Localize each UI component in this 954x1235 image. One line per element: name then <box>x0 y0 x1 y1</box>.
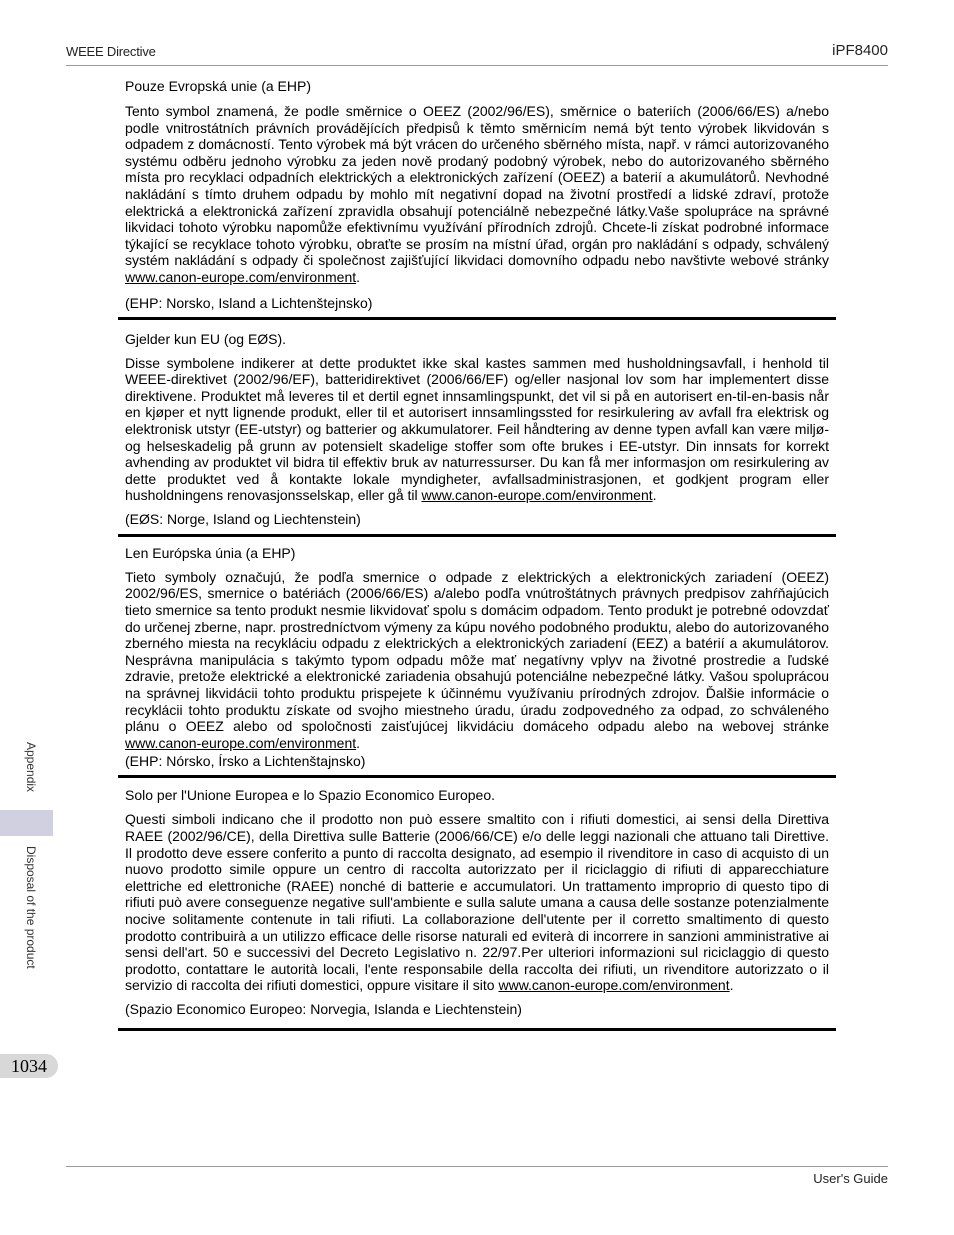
header-divider <box>66 65 888 66</box>
footer-guide-title: User's Guide <box>813 1171 888 1186</box>
notice-body-text: Questi simboli indicano che il prodotto non può essere smaltito con i rifiuti domestici, ai sensi della Direttiva RAEE (2002/96/CE), della Direttiva sulle Batterie (2006/66/CE) e/o delle leggi nazionali che attuano tali Direttive. Il prodotto deve essere conferito a punto di raccolta designato, ad esempio il rivenditore in caso di acquisto di un nuovo prodotto simile oppure un centro di raccolta autorizzato per il riciclaggio di rifiuti di apparecchiature elettriche ed elettroniche (RAEE) nonché di batterie e accumulatori. Un trattamento improprio di questo tipo di rifiuti può avere conseguenze negative sull'ambiente e sulla salute umana a causa delle sostanze potenzialmente nocive solitamente contenute in tali rifiuti. La collaborazione dell'utente per il corretto smaltimento di questo prodotto contribuirà a un utilizzo efficace delle risorse naturali ed eviterà di incorrere in sanzioni amministrative ai sensi dell'art. 50 e successivi del Decreto Legislativo n. 22/97.Per ulteriori informazioni sul riciclaggio di questo prodotto, contattare le autorità locali, l'ente responsabile della raccolta dei rifiuti, un rivenditore autorizzato o il servizio di raccolta dei rifiuti domestici, oppure visitare il sito <box>125 811 829 994</box>
notice-heading: Len Európska únia (a EHP) <box>125 544 296 561</box>
footer-divider <box>66 1166 888 1167</box>
side-tab-appendix[interactable]: Appendix <box>24 742 38 793</box>
notice-body-text: Tieto symboly označujú, že podľa smernice o odpade z elektrických a elektronických zariadení (OEEZ) 2002/96/ES, smernice o batériách (2006/66/ES) a/alebo podľa vnútroštátnych právnych predpisov zahŕňajúcich tieto smernice sa tento produkt nesmie likvidovať spolu s domácim odpadom. Tento produkt je potrebné odovzdať do určenej zberne, napr. prostredníctvom výmeny za kúpu nového podobného produktu, alebo do autorizovaného zberného miesta na recykláciu odpadu z elektrických a elektronických zariadení (EEZ) a batérií a akumulátorov. Nesprávna manipulácia s takýmto typom odpadu môže mať negatívny vplyv na životné prostredie a ľudské zdravie, pretože elektrické a elektronické zariadenia obsahujú potenciálne nebezpečné látky. Vašou spoluprácou na správnej likvidácii tohto produktu prispejete k účinnému využívaniu prírodných zdrojov. Ďalšie informácie o recyklácii tohto produktu získate od svojho miestneho úradu, úradu zodpovedného za odpad, zo schváleného plánu o OEEZ alebo od spoločnosti zaisťujúcej likvidáciu domáceho odpadu alebo na webovej stránke <box>125 568 829 735</box>
notice-body-text: Tento symbol znamená, že podle směrnice o OEEZ (2002/96/ES), směrnice o bateriích (2006/66/ES) a/nebo podle vnitrostátních právních provádějících předpisů k těmto směrnicím nemá být tento výrobek likvidován s odpadem z domácností. Tento výrobek má být vrácen do určeného sběrného místa, např. v rámci autorizovaného systému odběru jednoho výrobku za jeden nově prodaný podobný výrobek, nebo do autorizovaného sběrného místa pro recyklaci odpadních elektrických a elektronických zařízení (OEEZ) a baterií a akumulátorů. Nevhodné nakládání s tímto druhem odpadu by mohlo mít negativní dopad na životní prostředí a lidské zdraví, protože elektrická a elektronická zařízení zpravidla obsahují potenciálně nebezpečné látky.Vaše spolupráce na správné likvidaci tohoto výrobku napomůže efektivnímu využívání přírodních zdrojů. Chcete-li získat podrobné informace týkající se recyklace tohoto výrobku, obraťte se prosím na místní úřad, orgán pro nakládání s odpady, schválený systém nakládání s odpady či společnost zajišťující likvidaci domovního odpadu nebo navštivte webové stránky <box>125 103 829 269</box>
notice-scope: (EHP: Nórsko, Írsko a Lichtenštajnsko) <box>125 753 366 770</box>
section-divider <box>118 317 836 320</box>
side-tab-section[interactable]: Disposal of the product <box>24 846 38 969</box>
environment-link[interactable]: www.canon-europe.com/environment <box>421 487 653 504</box>
notice-italian <box>118 787 836 1017</box>
page-number: 1034 <box>0 1054 58 1078</box>
notice-scope: (Spazio Economico Europeo: Norvegia, Islanda e Liechtenstein) <box>125 1000 522 1017</box>
notice-heading: Solo per l'Unione Europea e lo Spazio Economico Europeo. <box>125 787 496 804</box>
environment-link[interactable]: www.canon-europe.com/environment <box>498 977 730 994</box>
notice-heading: Gjelder kun EU (og EØS). <box>125 330 287 347</box>
running-header-chapter: WEEE Directive <box>66 44 156 59</box>
notice-body <box>125 569 829 752</box>
notice-body-end: . <box>356 268 361 285</box>
section-divider <box>118 1028 836 1031</box>
running-header-product: iPF8400 <box>832 42 888 59</box>
notice-heading: Pouze Evropská unie (a EHP) <box>125 78 311 94</box>
notice-scope: (EHP: Norsko, Island a Lichtenštejnsko) <box>125 294 373 311</box>
notice-body-end: . <box>729 977 734 994</box>
environment-link[interactable]: www.canon-europe.com/environment <box>125 734 357 751</box>
notice-czech <box>118 78 836 311</box>
weee-notices <box>118 76 836 1031</box>
notice-body-end: . <box>356 734 361 751</box>
side-tab-marker <box>0 810 53 836</box>
environment-link[interactable]: www.canon-europe.com/environment <box>125 268 357 285</box>
section-divider <box>118 775 836 778</box>
notice-body <box>125 103 829 286</box>
notice-slovak <box>118 545 836 770</box>
notice-body <box>125 811 829 994</box>
notice-body-text: Disse symbolene indikerer at dette produktet ikke skal kastes sammen med husholdningsavfall, i henhold til WEEE-direktivet (2002/96/EF), batteridirektivet (2006/66/EF) og/eller nasjonal lov som har implementert disse direktivene. Produktet må leveres til et dertil egnet innsamlingspunkt, det vil si på en autorisert en-til-en-basis når en kjøper et nytt lignende produkt, eller til et autorisert innsamlingssted for resirkulering av avfall fra elektrisk og elektronisk utstyr (EE-utstyr) og batterier og akkumulatorer. Feil håndtering av denne typen avfall kan være miljø- og helseskadelig på grunn av potensielt skadelige stoffer som ofte brukes i EE-utstyr. Din innsats for korrekt avhending av produktet vil bidra til effektiv bruk av naturressurser. Du kan få mer informasjon om resirkulering av dette produktet ved å kontakte lokale myndigheter, avfallsadministrasjonen, et godkjent program eller husholdningens renovasjonsselskap, eller gå til <box>125 354 829 504</box>
section-divider <box>118 534 836 537</box>
notice-scope: (EØS: Norge, Island og Liechtenstein) <box>125 510 361 527</box>
notice-body <box>125 355 829 504</box>
notice-body-end: . <box>652 487 657 504</box>
notice-norwegian <box>118 331 836 527</box>
